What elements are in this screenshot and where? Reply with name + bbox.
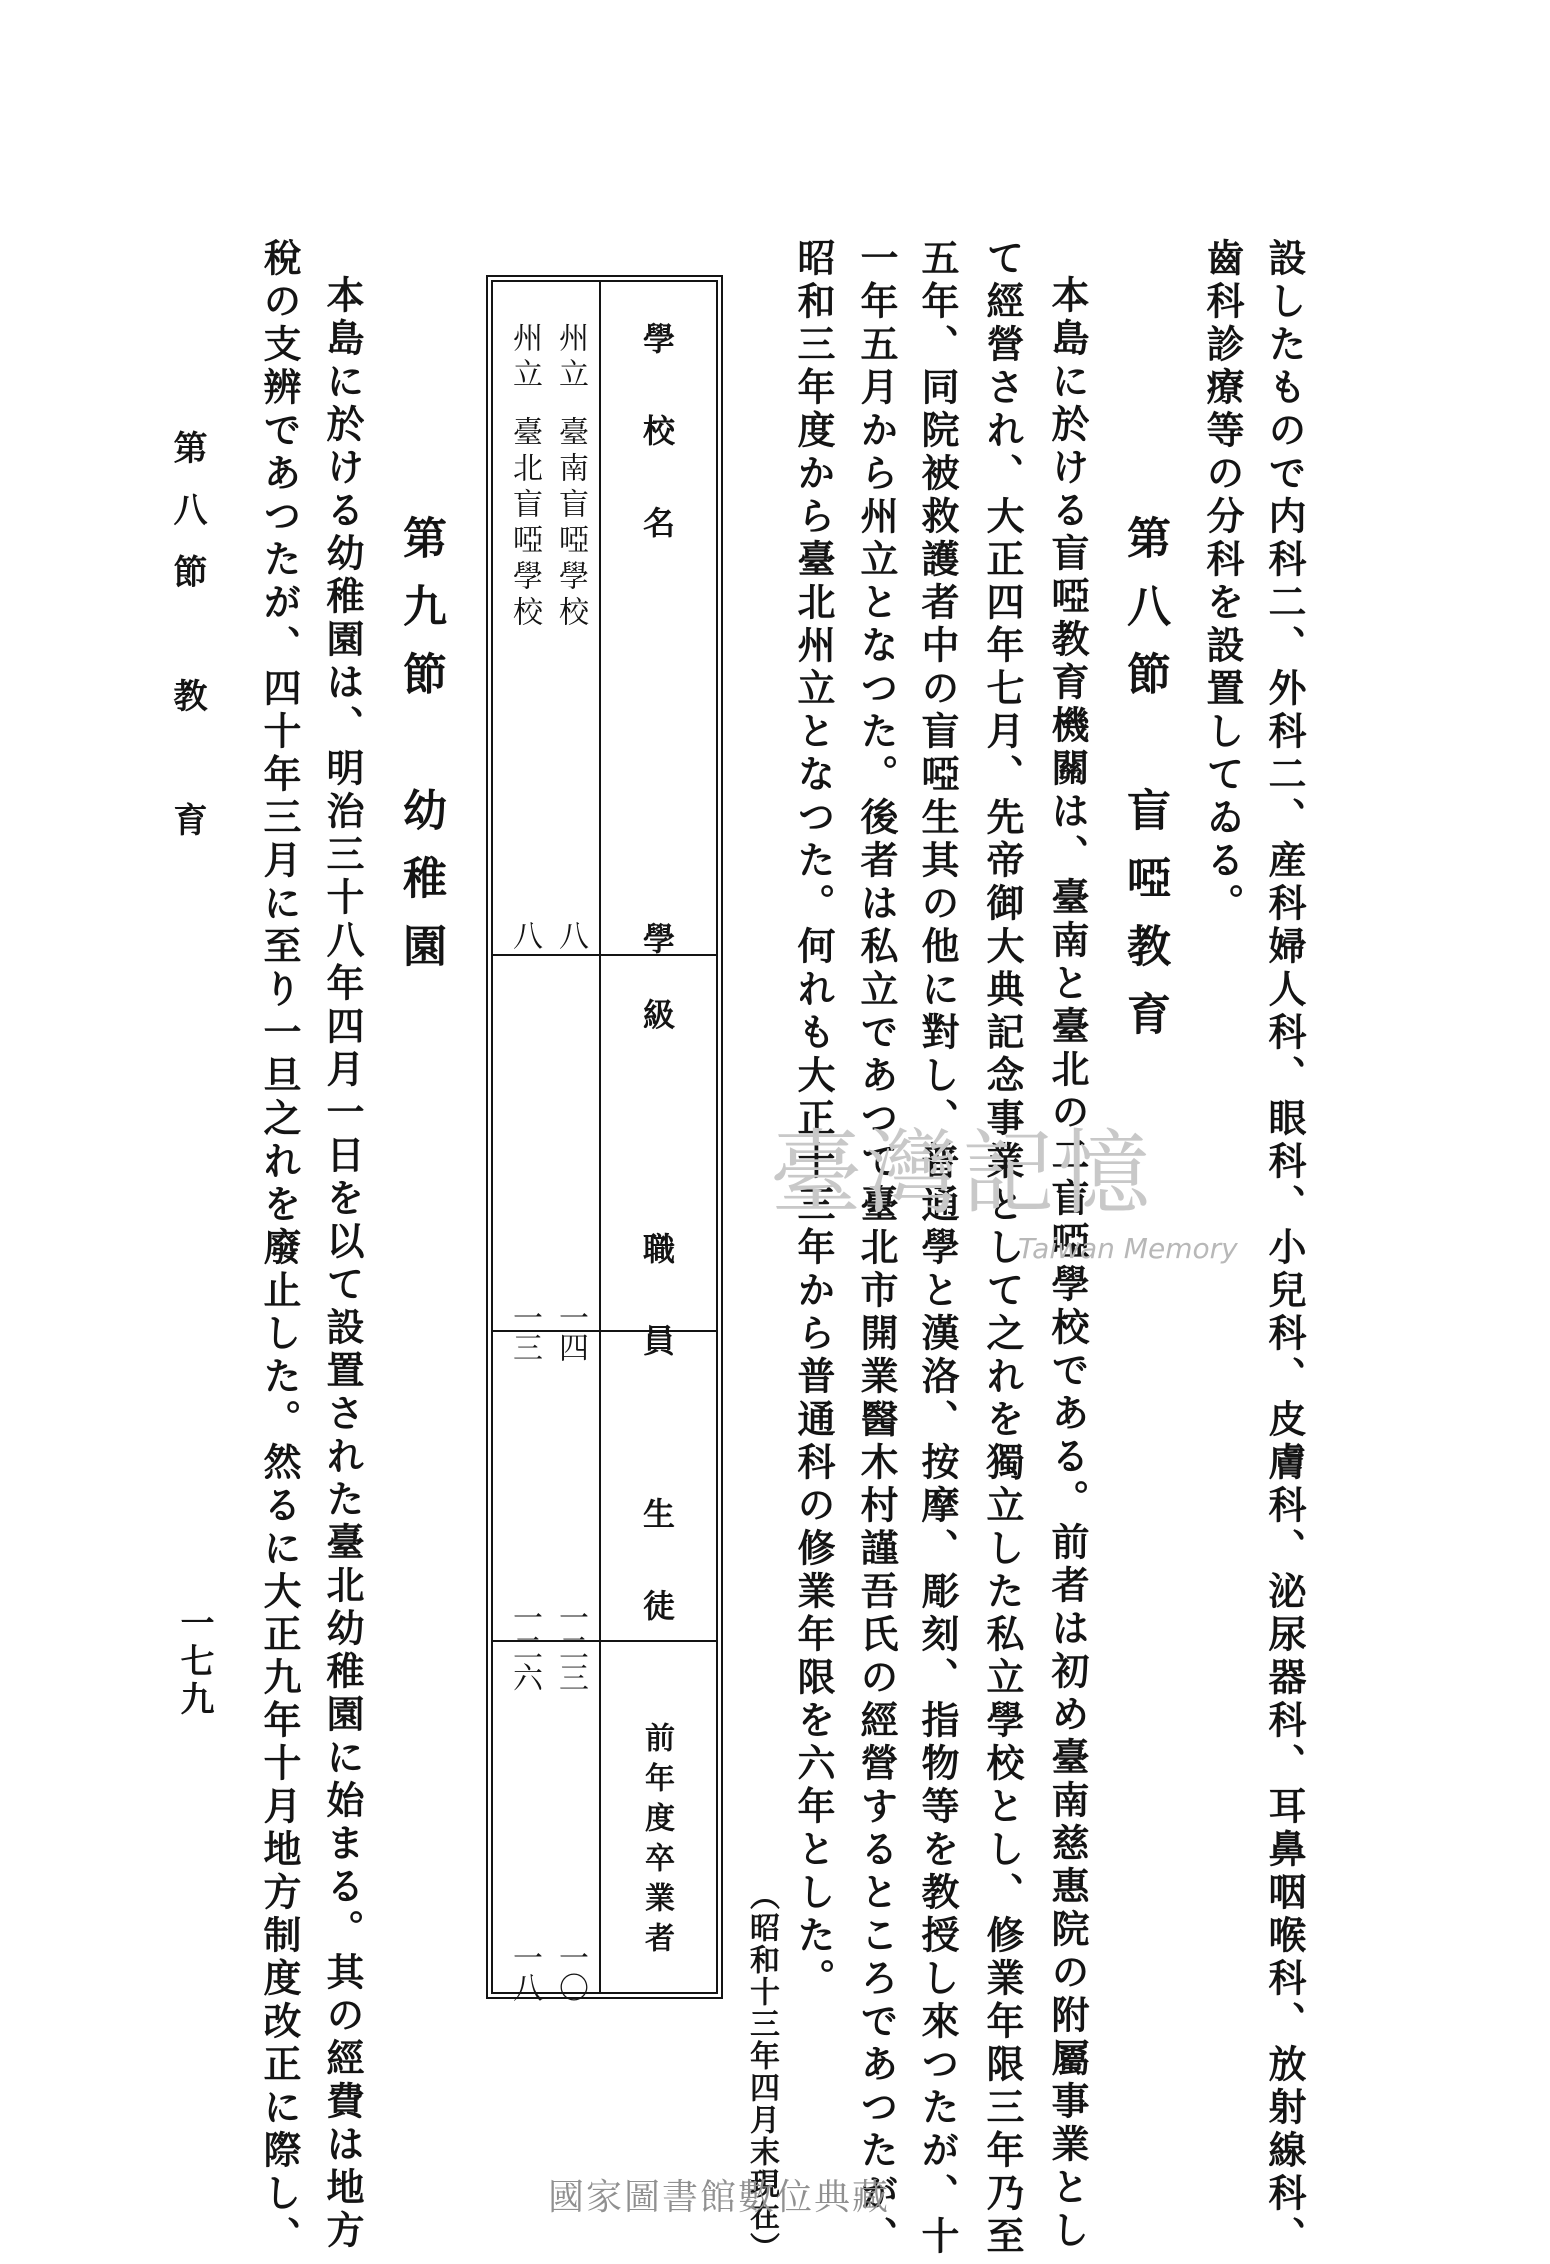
national-library-mark: 國家圖書館數位典藏 bbox=[548, 2177, 891, 2218]
row-1-students: 一二三 bbox=[553, 1602, 588, 1692]
continuation-line-1: 設したもので内科二、外科二、産科婦人科、眼科、小兒科、皮膚科、泌尿器科、耳鼻咽喉科、放射線科、 bbox=[1262, 238, 1307, 2259]
header-graduates: 前年度卒業者 bbox=[639, 1722, 674, 1962]
section-9-paragraph-line: 本島に於ける幼稚園は、明治三十八年四月一日を以て設置された臺北幼稚園に始まる。其の經費は地方 bbox=[320, 275, 365, 2253]
row-1-name: 臺南盲啞學校 bbox=[553, 416, 588, 632]
section-8-paragraph-line: 五年、同院被救護者中の盲啞生其の他に對し、普通學と漢洛、按摩、彫刻、指物等を教授し來つたが、十 bbox=[915, 238, 960, 2259]
chapter-footer: 第八節 教 育 bbox=[167, 430, 207, 864]
section-8-paragraph-line: て經營され、大正四年七月、先帝御大典記念事業として之れを獨立した私立學校とし、修業年限三年乃至 bbox=[980, 238, 1025, 2259]
section-8-paragraph-line: 一年五月から州立となつた。後者は私立であつて臺北市開業醫木村謹吾氏の經營するところであつたが、 bbox=[854, 238, 899, 2259]
header-students: 生徒 bbox=[638, 1497, 676, 1681]
school-statistics-table bbox=[486, 275, 723, 2002]
row-2-type: 州立 bbox=[507, 322, 542, 394]
header-school-name: 學校名 bbox=[638, 322, 676, 598]
row-2-staff: 一三 bbox=[507, 1302, 542, 1362]
table-column-divider bbox=[493, 954, 716, 956]
row-2-classes: 八 bbox=[507, 920, 542, 950]
row-1-graduates: 一〇 bbox=[553, 1942, 588, 2002]
row-1-type: 州立 bbox=[553, 322, 588, 394]
table-row-2-school bbox=[507, 322, 542, 632]
section-8-paragraph-line: 本島に於ける盲啞教育機關は、臺南と臺北の二盲啞學校である。前者は初め臺南慈惠院の附屬事業とし bbox=[1045, 275, 1090, 2253]
header-staff: 職員 bbox=[638, 1232, 676, 1416]
row-2-graduates: 一八 bbox=[507, 1942, 542, 2002]
table-header-divider bbox=[599, 282, 601, 1992]
row-1-classes: 八 bbox=[553, 920, 588, 950]
continuation-line-2: 齒科診療等の分科を設置してゐる。 bbox=[1200, 238, 1245, 926]
taiwan-memory-subtitle: Taiwan Memory bbox=[1018, 1232, 1238, 1265]
section-8-paragraph-line: 昭和三年度から臺北州立となつた。何れも大正十三年から普通科の修業年限を六年とした。 bbox=[791, 238, 836, 2001]
page-number: 一七九 bbox=[174, 1605, 214, 1719]
section-9-heading: 第九節 幼稚園 bbox=[395, 515, 446, 991]
section-8-heading: 第八節 盲啞教育 bbox=[1119, 515, 1170, 1059]
section-9-paragraph-line: 稅の支辨であつたが、四十年三月に至り一旦之れを廢止した。然るに大正九年十月地方制度改正に際し、 bbox=[257, 238, 302, 2259]
table-row-1-school bbox=[553, 322, 588, 632]
table-date-note: （昭和十三年四月末現在） bbox=[744, 1880, 779, 2264]
header-classes: 學級 bbox=[638, 922, 676, 1074]
row-2-students: 一二六 bbox=[507, 1602, 542, 1692]
row-1-staff: 一四 bbox=[553, 1302, 588, 1362]
taiwan-memory-watermark: 臺灣記憶 bbox=[770, 1120, 1155, 1227]
row-2-name: 臺北盲啞學校 bbox=[507, 416, 542, 632]
